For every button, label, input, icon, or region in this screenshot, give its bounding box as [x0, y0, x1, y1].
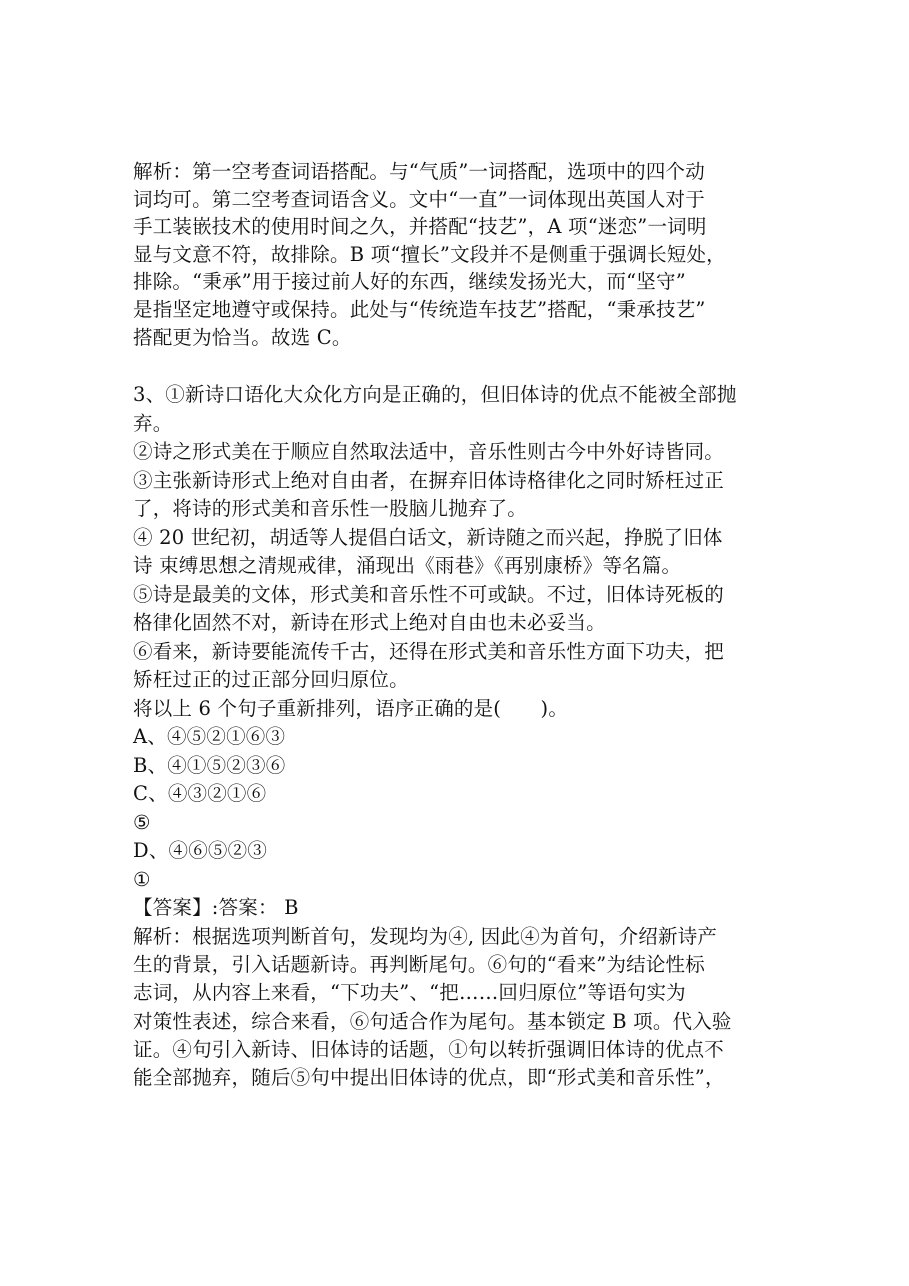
explanation-question-3: [133, 923, 813, 1093]
question-3: [133, 381, 813, 923]
sentence-6-cont: 矫枉过正的过正部分回归原位。: [133, 668, 409, 692]
sentence-5: ⑤诗是最美的文体，形式美和音乐性不可或缺。不过，旧体诗死板的: [133, 582, 725, 606]
text-line: 生的背景，引入话题新诗。再判断尾句。⑥句的“看来”为结论性标: [133, 952, 705, 976]
option-b: B、④①⑤②③⑥: [133, 753, 286, 777]
text-line: 显与文意不符，故排除。B 项“擅长”文段并不是侧重于强调长短处，: [133, 242, 726, 266]
answer-line: 【答案】:答案： B: [133, 896, 299, 920]
text-line: 证。④句引入新诗、旧体诗的话题，①句以转折强调旧体诗的优点不: [133, 1037, 725, 1061]
text-line: 搭配更为恰当。故选 C。: [133, 325, 352, 349]
text-line: 对策性表述，综合来看，⑥句适合作为尾句。基本锁定 B 项。代入验: [133, 1009, 732, 1033]
text-line: 志词，从内容上来看，“下功夫”、“把……回归原位”等语句实为: [133, 981, 686, 1005]
sentence-3: ③主张新诗形式上绝对自由者，在摒弃旧体诗格律化之同时矫枉过正: [133, 468, 725, 492]
option-a: A、④⑤②①⑥③: [133, 725, 286, 749]
text-line: 解析：根据选项判断首句，发现均为④, 因此④为首句，介绍新诗产: [133, 924, 718, 948]
document-page: [133, 158, 813, 1092]
text-line: 能全部抛弃，随后⑤句中提出旧体诗的优点，即“形式美和音乐性”，: [133, 1066, 725, 1090]
option-d-cont: ①: [133, 867, 151, 891]
option-c: C、④③②①⑥: [133, 782, 267, 806]
question-prompt: 将以上 6 个句子重新排列，语序正确的是( )。: [133, 696, 569, 720]
sentence-2: ②诗之形式美在于顺应自然取法适中，音乐性则古今中外好诗皆同。: [133, 440, 725, 464]
text-line: 是指坚定地遵守或保持。此处与“传统造车技艺”搭配，“秉承技艺”: [133, 297, 706, 321]
text-line: 词均可。第二空考查词语含义。文中“一直”一词体现出英国人对于: [133, 187, 705, 211]
text-line: 解析：第一空考查词语搭配。与“气质”一词搭配，选项中的四个动: [133, 160, 705, 183]
sentence-3-cont: 了，将诗的形式美和音乐性一股脑儿抛弃了。: [133, 497, 528, 521]
option-d: D、④⑥⑤②③: [133, 839, 268, 863]
section-gap: [133, 351, 813, 381]
option-c-cont: ⑤: [133, 810, 151, 834]
sentence-4: ④ 20 世纪初，胡适等人提倡白话文，新诗随之而兴起，挣脱了旧体: [133, 525, 723, 549]
sentence-6: ⑥看来，新诗要能流传千古，还得在形式美和音乐性方面下功夫，把: [133, 639, 725, 663]
sentence-5-cont: 格律化固然不对，新诗在形式上绝对自由也未必妥当。: [133, 611, 606, 635]
question-stem-line: 3、①新诗口语化大众化方向是正确的，但旧体诗的优点不能被全部抛: [133, 383, 737, 407]
question-stem-line: 弃。: [133, 411, 173, 435]
explanation-question-2: [133, 158, 813, 351]
sentence-4-cont: 诗 束缚思想之清规戒律，涌现出《雨巷》《再别康桥》等名篇。: [133, 554, 682, 578]
text-line: 排除。“秉承”用于接过前人好的东西，继续发扬光大，而“坚守”: [133, 270, 686, 294]
text-line: 手工装嵌技术的使用时间之久，并搭配“技艺”，A 项“迷恋”一词明: [133, 215, 707, 239]
